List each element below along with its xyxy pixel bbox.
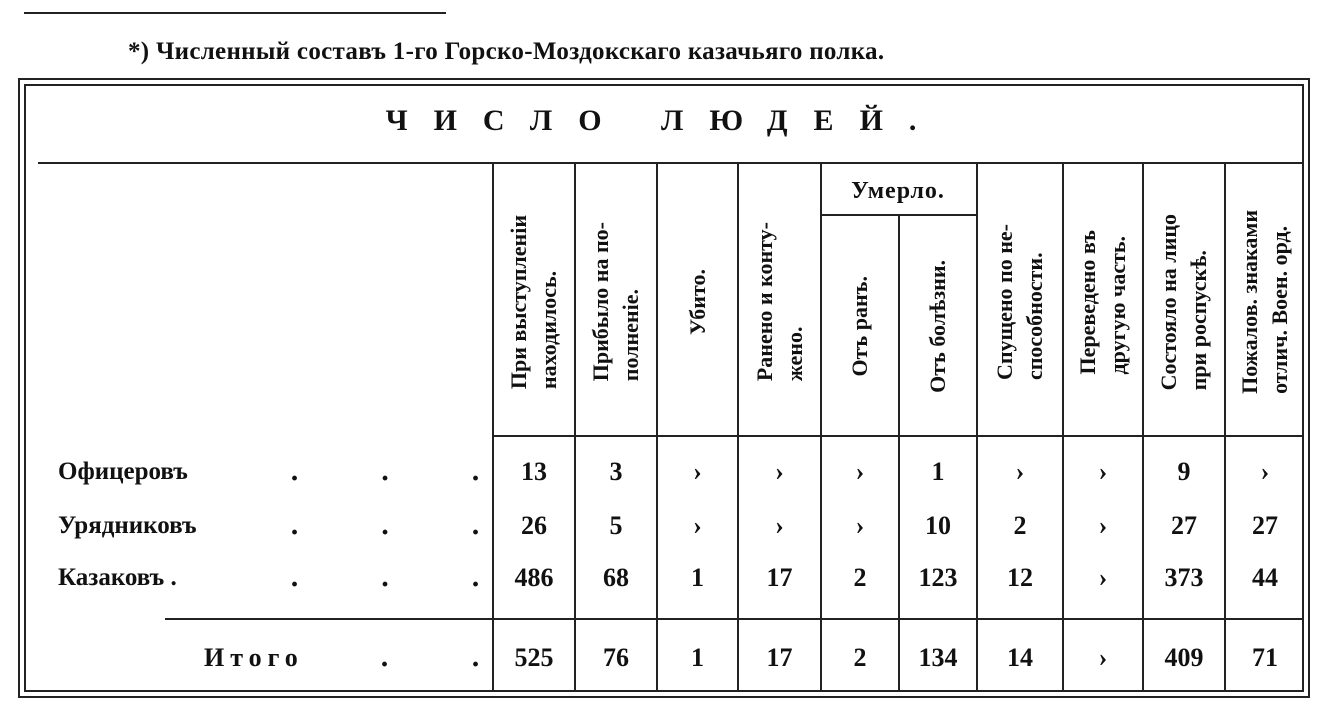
- table-cell: ›: [775, 511, 784, 540]
- table-cell: ›: [1260, 457, 1270, 486]
- total-cell: ›: [1098, 643, 1108, 672]
- column-header: Ранено и конту- жено.: [751, 222, 807, 382]
- table-cell: 123: [918, 563, 958, 592]
- total-cell: 409: [1164, 643, 1204, 672]
- table-cell: 68: [603, 563, 629, 592]
- row-label-kazaki: Казаковъ .: [58, 564, 177, 591]
- column-header: Прибыло на по- полненіе.: [588, 222, 643, 382]
- table-caption: *) Численный составъ 1-го Горско-Моздокскаго казачьяго полка.: [128, 38, 885, 65]
- total-cell: 71: [1252, 643, 1278, 672]
- table-cell: 27: [1252, 511, 1278, 540]
- total-cell: 76: [603, 643, 629, 672]
- total-cell: 134: [918, 643, 958, 672]
- table-cell: ›: [693, 511, 702, 540]
- table-cell: 26: [521, 511, 547, 540]
- table-cell: ›: [1098, 563, 1108, 592]
- table-cell: 373: [1164, 563, 1204, 592]
- total-cell: 14: [1007, 643, 1033, 672]
- column-header: Убито.: [684, 269, 710, 335]
- table-cell: 9: [1177, 457, 1191, 486]
- column-header: Отъ ранъ.: [847, 275, 872, 377]
- top-rule: [24, 12, 446, 14]
- column-header: Спущено по не- способности.: [992, 223, 1047, 381]
- table-cell: 3: [609, 457, 623, 486]
- table-cell: ›: [693, 457, 702, 486]
- column-header: При выступленіи находилось.: [506, 214, 561, 390]
- column-header: Состояло на лицо при роспускѣ.: [1156, 213, 1211, 391]
- table-cell: 10: [925, 511, 951, 540]
- table-title: ЧИСЛО ЛЮДЕЙ.: [385, 104, 943, 137]
- table-cell: ›: [1098, 457, 1108, 486]
- table-cell: 1: [931, 457, 945, 486]
- row-leader-dots: . . .: [290, 457, 480, 487]
- table-cell: 2: [853, 563, 867, 592]
- column-header: Отъ болѣзни.: [925, 259, 950, 393]
- table-cell: 13: [521, 457, 547, 486]
- group-header-umerlo: Умерло.: [851, 177, 945, 204]
- total-cell: 1: [691, 643, 704, 672]
- row-leader-dots: . . .: [290, 511, 480, 541]
- table-cell: 486: [514, 563, 554, 592]
- title-rule: [38, 162, 1304, 164]
- table-cell: 44: [1252, 563, 1278, 592]
- column-header: Переведено въ другую часть.: [1075, 229, 1130, 375]
- table-cell: ›: [775, 457, 784, 486]
- column-header: Пожалов. знаками отлич. Воен. орд.: [1237, 210, 1292, 394]
- table-cell: 12: [1007, 563, 1033, 592]
- row-label-uryadniki: Урядниковъ: [58, 512, 197, 539]
- total-rule: [165, 618, 1304, 620]
- row-leader-dots: . . .: [290, 563, 480, 593]
- table-cell: ›: [855, 511, 865, 540]
- row-leader-dots: . .: [380, 643, 480, 673]
- table-cell: 5: [609, 511, 623, 540]
- row-label-total: Итого: [204, 643, 304, 672]
- table-cell: 17: [766, 563, 793, 592]
- table-cell: 1: [691, 563, 704, 592]
- total-cell: 17: [766, 643, 793, 672]
- table-cell: ›: [1015, 457, 1025, 486]
- table-cell: 2: [1013, 511, 1027, 540]
- total-cell: 525: [514, 643, 554, 672]
- total-cell: 2: [853, 643, 867, 672]
- table-cell: 27: [1171, 511, 1197, 540]
- table-cell: ›: [1098, 511, 1108, 540]
- row-label-officers: Офицеровъ: [58, 458, 188, 485]
- table-cell: ›: [855, 457, 865, 486]
